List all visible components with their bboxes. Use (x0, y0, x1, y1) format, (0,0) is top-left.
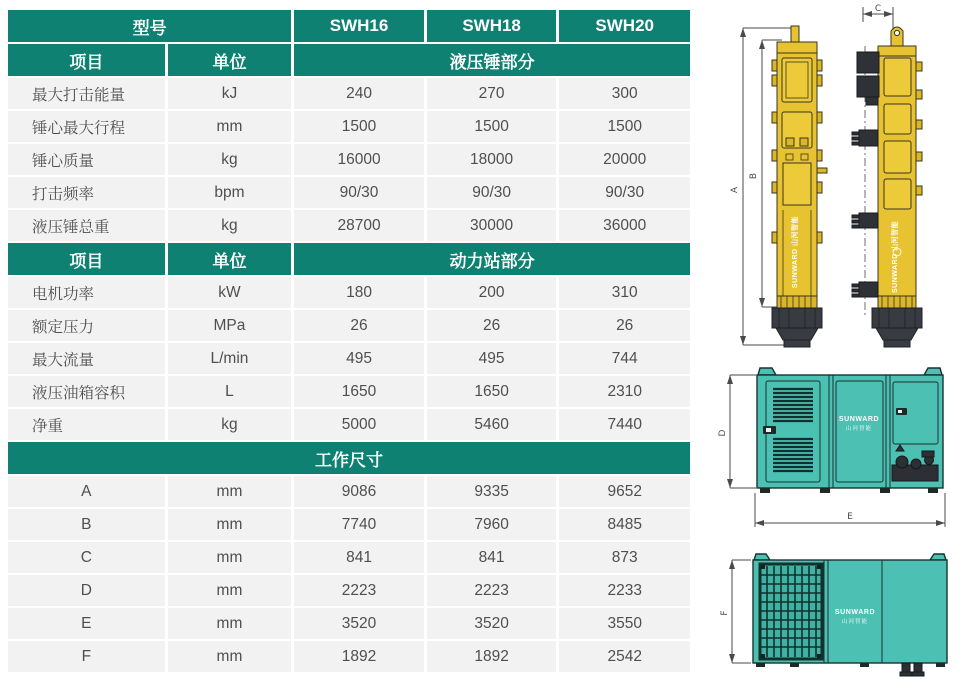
spec-unit: kg (168, 409, 292, 440)
spec-value: 26 (294, 310, 424, 341)
spec-value: 7740 (294, 509, 424, 540)
spec-item: 锤心最大行程 (8, 111, 165, 142)
table-row (8, 409, 690, 440)
spec-item: 锤心质量 (8, 144, 165, 175)
spec-value: 3520 (294, 608, 424, 639)
spec-unit: mm (168, 608, 292, 639)
spec-value: 841 (427, 542, 557, 573)
spec-value: 7960 (427, 509, 557, 540)
spec-value: 5000 (294, 409, 424, 440)
section-header-dimensions (8, 442, 690, 474)
spec-item: 最大打击能量 (8, 78, 165, 109)
table-row (8, 277, 690, 308)
spec-value: 90/30 (559, 177, 690, 208)
spec-value: 36000 (559, 210, 690, 241)
item-header: 项目 (8, 243, 165, 275)
spec-item: 额定压力 (8, 310, 165, 341)
hammer-side-view (878, 27, 922, 308)
spec-item: 最大流量 (8, 343, 165, 374)
model-header: 型号 (8, 10, 291, 42)
model-swh16: SWH16 (294, 10, 424, 42)
spec-value: 744 (559, 343, 690, 374)
table-row (8, 343, 690, 374)
spec-value: 841 (294, 542, 424, 573)
model-header-row (8, 10, 690, 42)
station-feet (760, 488, 938, 493)
spec-value: 270 (427, 78, 557, 109)
spec-value: 9086 (294, 476, 424, 507)
unit-header: 单位 (168, 243, 292, 275)
spec-value: 2223 (294, 575, 424, 606)
spec-value: 7440 (559, 409, 690, 440)
spec-value: 18000 (427, 144, 557, 175)
spec-value: 495 (427, 343, 557, 374)
dim-letter: C (8, 542, 165, 573)
hammer-drawings (700, 0, 960, 356)
table-row (8, 476, 690, 507)
dim-label-b: B (749, 172, 759, 180)
dim-letter: A (8, 476, 165, 507)
spec-unit: kJ (168, 78, 292, 109)
spec-unit: bpm (168, 177, 292, 208)
dim-letter: D (8, 575, 165, 606)
spec-value: 16000 (294, 144, 424, 175)
spec-unit: mm (168, 476, 292, 507)
brand-logo-text: SUNWARD 山河智能 (792, 215, 799, 289)
spec-value: 9652 (559, 476, 690, 507)
spec-value: 495 (294, 343, 424, 374)
model-swh18: SWH18 (427, 10, 557, 42)
brand-logo-text: SUNWARD (834, 609, 876, 616)
spec-value: 90/30 (427, 177, 557, 208)
spec-unit: L (168, 376, 292, 407)
item-header: 项目 (8, 44, 165, 76)
spec-value: 310 (559, 277, 690, 308)
hammer-side-base (872, 308, 922, 347)
brand-logo-text: SUNWARD 山河智能 (892, 220, 899, 293)
spec-value: 200 (427, 277, 557, 308)
spec-value: 240 (294, 78, 424, 109)
spec-value: 26 (559, 310, 690, 341)
hammer-front-base (772, 308, 822, 347)
spec-value: 3550 (559, 608, 690, 639)
unit-header: 单位 (168, 44, 292, 76)
dim-label-c: C (874, 4, 882, 14)
spec-unit: mm (168, 509, 292, 540)
table-row (8, 641, 690, 672)
power-station-front-drawing (700, 537, 960, 695)
spec-value: 26 (427, 310, 557, 341)
spec-unit: mm (168, 111, 292, 142)
spec-value: 9335 (427, 476, 557, 507)
table-row (8, 509, 690, 540)
spec-item: 液压油箱容积 (8, 376, 165, 407)
dim-label-f: F (720, 610, 730, 616)
spec-unit: L/min (168, 343, 292, 374)
power-station-side-drawing (700, 355, 960, 537)
spec-value: 180 (294, 277, 424, 308)
spec-value: 3520 (427, 608, 557, 639)
technical-drawings (700, 0, 960, 695)
spec-value: 20000 (559, 144, 690, 175)
section-title-hammer: 液压锤部分 (294, 44, 690, 76)
spec-value: 1892 (427, 641, 557, 672)
spec-value: 1892 (294, 641, 424, 672)
spec-unit: kg (168, 210, 292, 241)
spec-unit: kg (168, 144, 292, 175)
table-row (8, 144, 690, 175)
spec-item: 打击频率 (8, 177, 165, 208)
table-row (8, 310, 690, 341)
table-row (8, 177, 690, 208)
section-header-hammer (8, 44, 690, 76)
spec-value: 8485 (559, 509, 690, 540)
section-title-dimensions: 工作尺寸 (8, 442, 690, 474)
table-row (8, 542, 690, 573)
table-row (8, 376, 690, 407)
dim-letter: B (8, 509, 165, 540)
spec-value: 1650 (427, 376, 557, 407)
table-row (8, 608, 690, 639)
hammer-side-attachments (852, 52, 879, 297)
brand-logo-text: SUNWARD (838, 416, 880, 423)
dim-label-a: A (730, 186, 740, 194)
spec-value: 90/30 (294, 177, 424, 208)
dim-label-e: E (847, 512, 853, 522)
dim-letter: E (8, 608, 165, 639)
spec-value: 1500 (294, 111, 424, 142)
spec-unit: MPa (168, 310, 292, 341)
spec-value: 2310 (559, 376, 690, 407)
spec-unit: mm (168, 542, 292, 573)
spec-value: 2233 (559, 575, 690, 606)
spec-table (5, 8, 693, 674)
spec-value: 2542 (559, 641, 690, 672)
hammer-front-view (772, 26, 827, 308)
section-header-powerstation (8, 243, 690, 275)
spec-item: 电机功率 (8, 277, 165, 308)
model-swh20: SWH20 (559, 10, 690, 42)
table-row (8, 111, 690, 142)
table-row (8, 210, 690, 241)
dim-label-d: D (718, 429, 728, 437)
section-title-powerstation: 动力站部分 (294, 243, 690, 275)
spec-value: 1650 (294, 376, 424, 407)
spec-item: 液压锤总重 (8, 210, 165, 241)
spec-value: 30000 (427, 210, 557, 241)
spec-unit: mm (168, 641, 292, 672)
dim-letter: F (8, 641, 165, 672)
spec-unit: kW (168, 277, 292, 308)
brand-logo-text: 山河智能 (845, 426, 873, 432)
drain-valves (900, 663, 924, 676)
table-row (8, 78, 690, 109)
spec-unit: mm (168, 575, 292, 606)
spec-item: 净重 (8, 409, 165, 440)
spec-value: 2223 (427, 575, 557, 606)
cooling-grille (760, 564, 822, 659)
spec-value: 28700 (294, 210, 424, 241)
spec-value: 300 (559, 78, 690, 109)
spec-value: 1500 (427, 111, 557, 142)
table-row (8, 575, 690, 606)
spec-value: 873 (559, 542, 690, 573)
spec-value: 1500 (559, 111, 690, 142)
brand-logo-text: 山河智能 (841, 619, 869, 625)
spec-value: 5460 (427, 409, 557, 440)
